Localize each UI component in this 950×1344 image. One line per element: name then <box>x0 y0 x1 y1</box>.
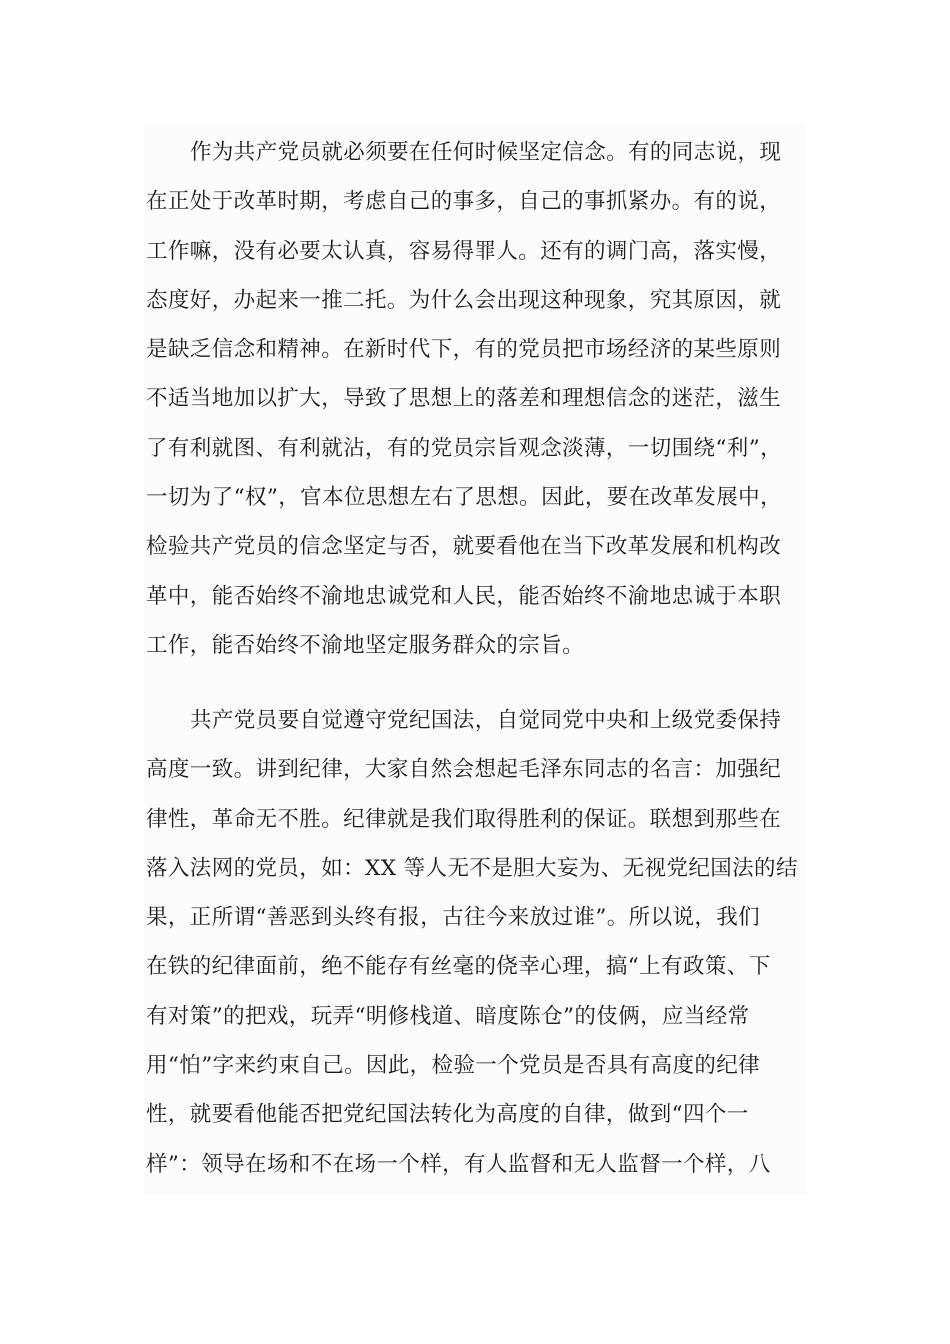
paragraph-line: 用“怕”字来约束自己。因此，检验一个党员是否具有高度的纪律 <box>146 1053 761 1079</box>
paragraph-line: 不适当地加以扩大，导致了思想上的落差和理想信念的迷茫，滋生 <box>146 386 782 412</box>
paragraph-line: 果，正所谓“善恶到头终有报，古往今来放过谁”。所以说，我们 <box>146 905 761 931</box>
paragraph-line: 律性，革命无不胜。纪律就是我们取得胜利的保证。联想到那些在 <box>146 806 782 832</box>
paragraph-line: 作为共产党员就必须要在任何时候坚定信念。有的同志说，现 <box>190 140 782 165</box>
paragraph-line: 共产党员要自觉遵守党纪国法，自觉同党中央和上级党委保持 <box>190 708 782 733</box>
paragraph-line: 在正处于改革时期，考虑自己的事多，自己的事抓紧办。有的说， <box>146 189 782 215</box>
paragraph-line: 工作嘛，没有必要太认真，容易得罪人。还有的调门高，落实慢， <box>146 238 782 264</box>
paragraph-line: 有对策”的把戏，玩弄“明修栈道、暗度陈仓”的伎俩，应当经常 <box>146 1003 750 1029</box>
paragraph-line: 检验共产党员的信念坚定与否，就要看他在当下改革发展和机构改 <box>146 534 782 560</box>
paragraph-line: 工作，能否始终不渝地坚定服务群众的宗旨。 <box>146 632 585 658</box>
paragraph-line: 样”：领导在场和不在场一个样，有人监督和无人监督一个样，八 <box>146 1151 771 1177</box>
paragraph-line: 性，就要看他能否把党纪国法转化为高度的自律，做到“四个一 <box>146 1102 749 1128</box>
paragraph-line: 一切为了“权”，官本位思想左右了思想。因此，要在改革发展中， <box>146 485 782 511</box>
paragraph-line: 是缺乏信念和精神。在新时代下，有的党员把市场经济的某些原则 <box>146 337 782 363</box>
paragraph-line: 革中，能否始终不渝地忠诚党和人民，能否始终不渝地忠诚于本职 <box>146 583 782 609</box>
paragraph-line: 高度一致。讲到纪律，大家自然会想起毛泽东同志的名言：加强纪 <box>146 757 782 783</box>
paragraph-line: 落入法网的党员，如：XX 等人无不是胆大妄为、无视党纪国法的结 <box>146 855 798 881</box>
paragraph-discipline <box>146 696 808 1189</box>
paragraph-line: 了有利就图、有利就沾，有的党员宗旨观念淡薄，一切围绕“利”， <box>146 435 782 461</box>
paragraph-faith <box>146 128 808 670</box>
paragraph-line: 在铁的纪律面前，绝不能存有丝毫的侥幸心理，搞“上有政策、下 <box>146 954 771 980</box>
paragraph-line: 态度好，办起来一推二托。为什么会出现这种现象，究其原因，就 <box>146 287 782 313</box>
